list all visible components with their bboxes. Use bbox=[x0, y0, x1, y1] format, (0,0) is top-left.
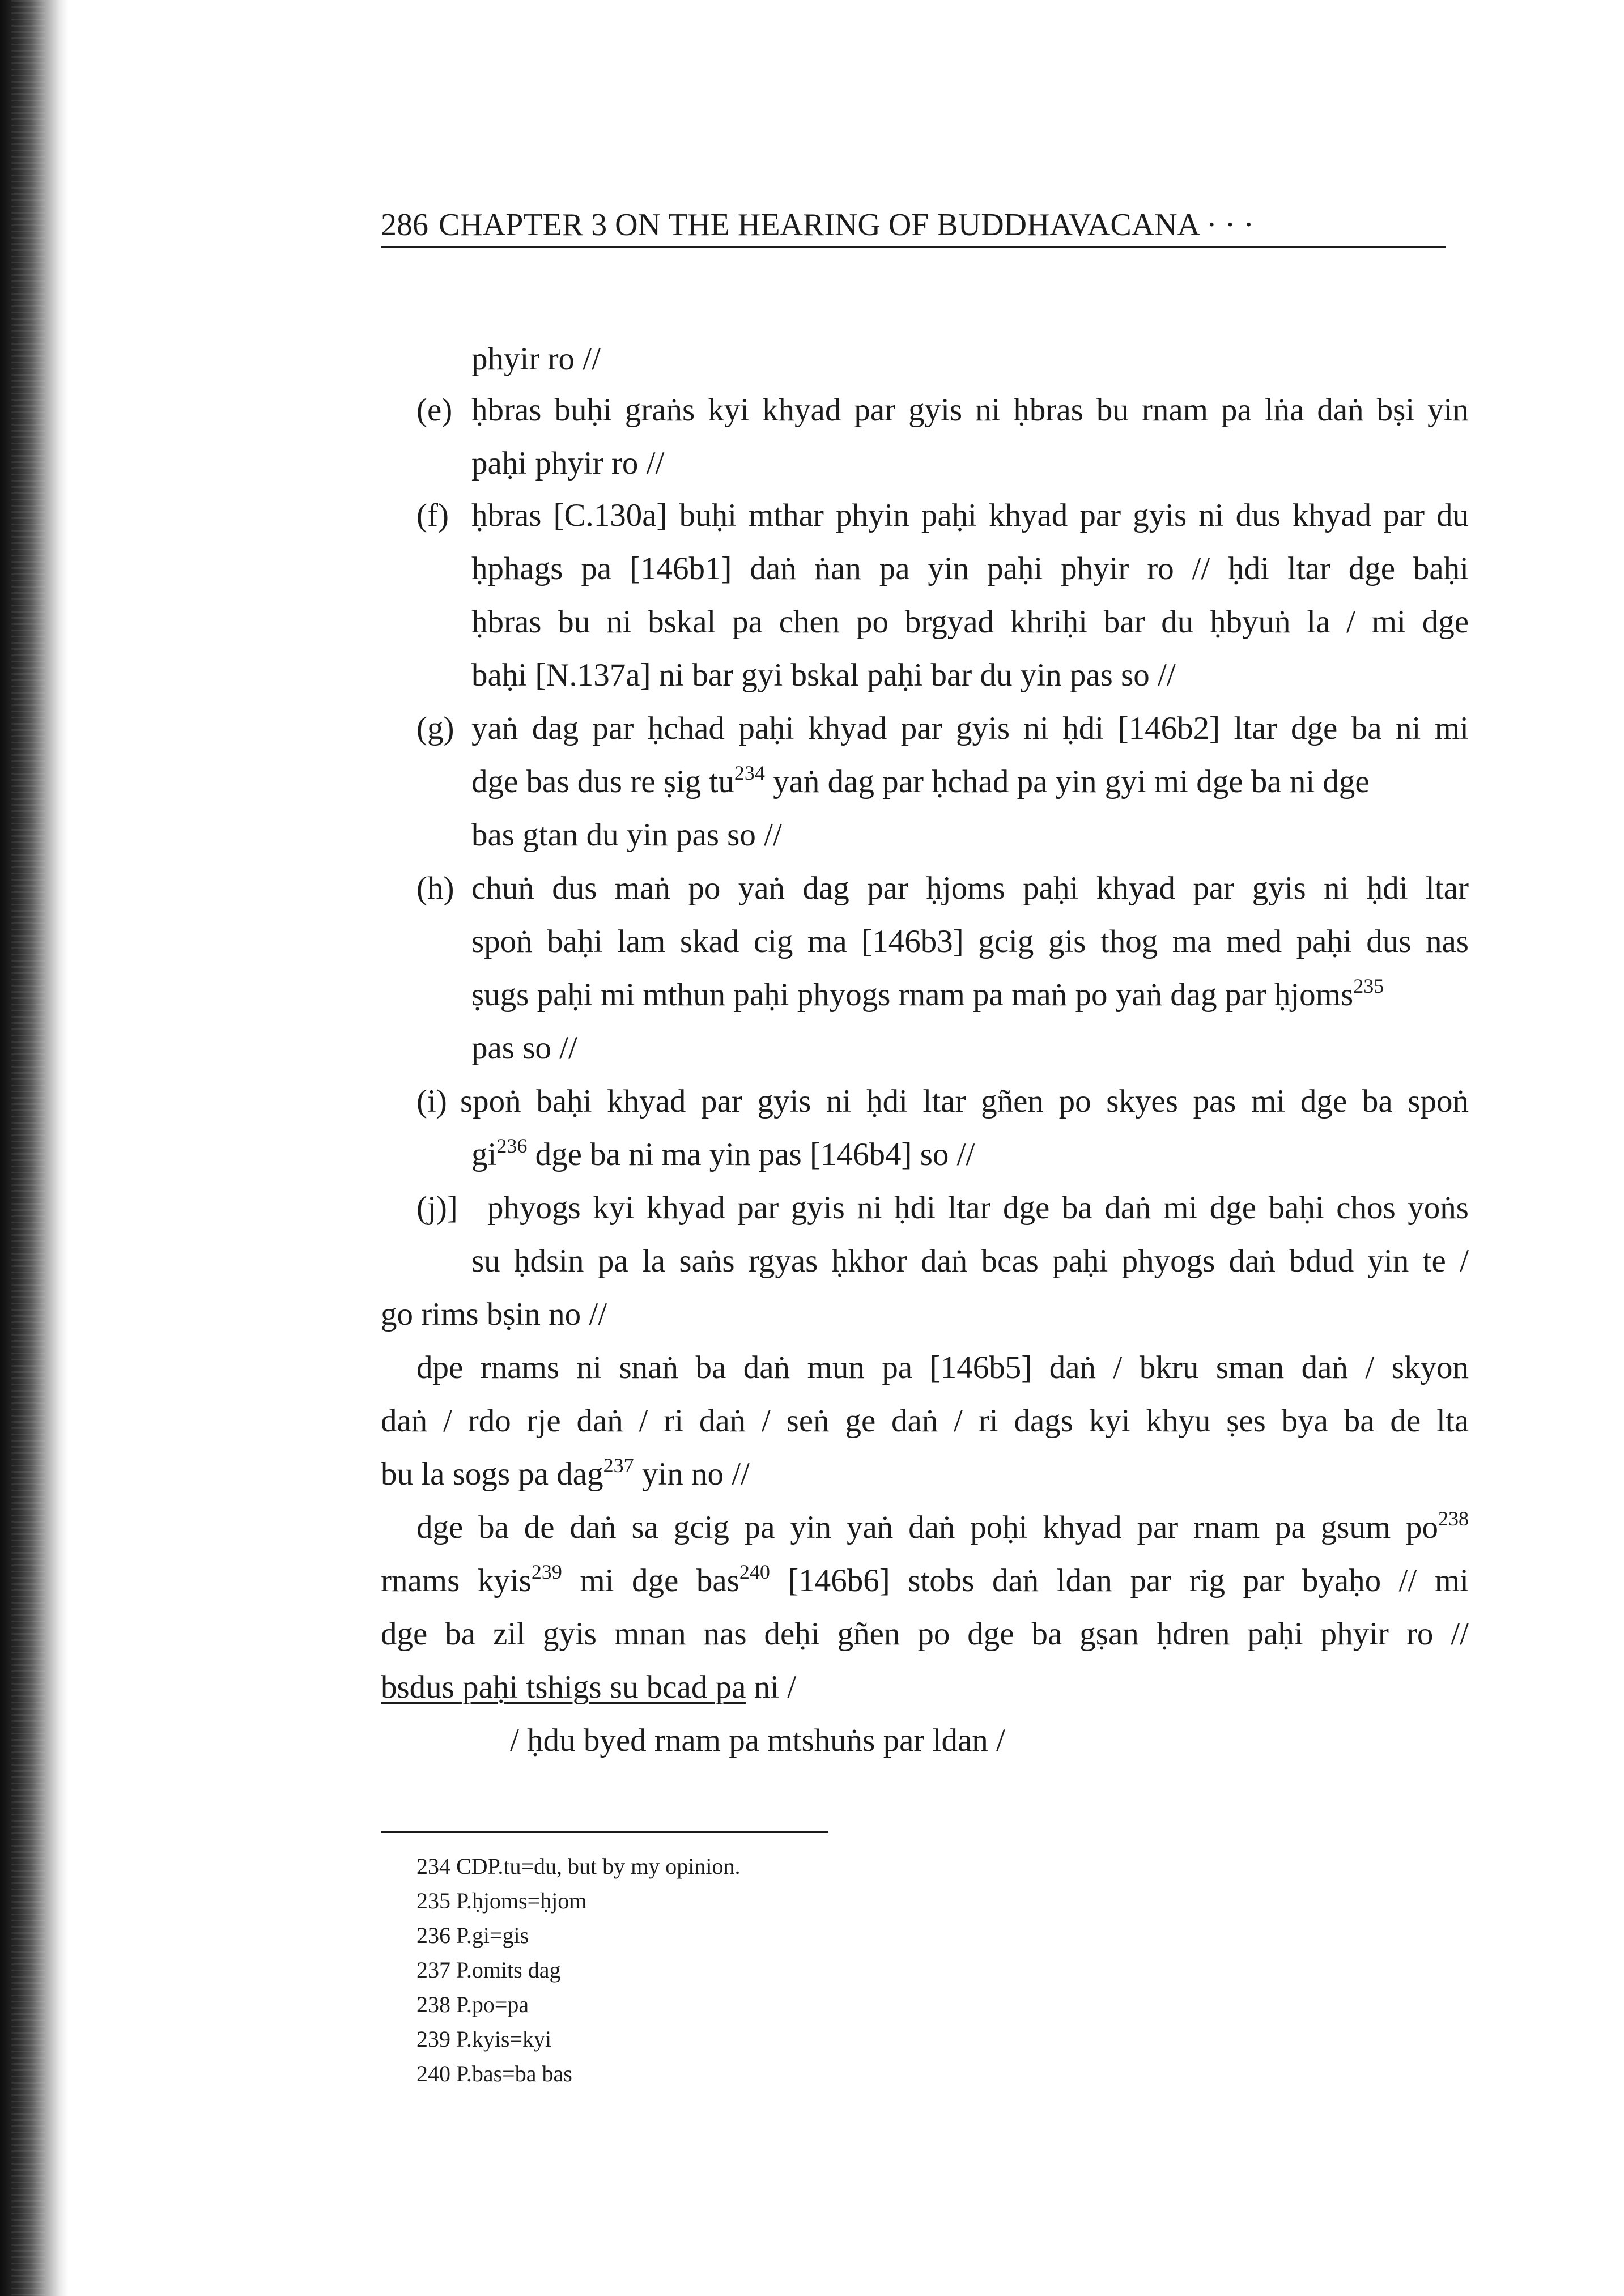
paragraph-line: dge ba zil gyis mnan nas deḥi gñen po dge ba gṣan ḥdren paḥi phyir ro // bbox=[381, 1616, 1469, 1652]
text-line: ḥbras buḥi graṅs kyi khyad par gyis ni ḥbras bu rnam pa lṅa daṅ bṣi yin bbox=[471, 392, 1469, 428]
text-segment: bu la sogs pa dag bbox=[381, 1456, 603, 1492]
text-segment: ni / bbox=[746, 1669, 797, 1705]
text-line: ḥbras [C.130a] buḥi mthar phyin paḥi khyad par gyis ni dus khyad par du bbox=[471, 498, 1469, 533]
text-segment: rnams kyis bbox=[381, 1563, 532, 1598]
page-number: 286 bbox=[381, 207, 428, 243]
chapter-title: CHAPTER 3 ON THE HEARING OF BUDDHAVACANA · · · bbox=[439, 207, 1254, 243]
verse-line: / ḥdu byed rnam pa mtshuṅs par ldan / bbox=[510, 1723, 1005, 1758]
item-label-g: (g) bbox=[416, 711, 454, 746]
text-segment: dge ba ni ma yin pas [146b4] so // bbox=[527, 1137, 975, 1172]
scanned-binding-edge bbox=[0, 0, 68, 2296]
item-label-j: (j)] bbox=[416, 1190, 458, 1226]
footnote-ref-240: 240 bbox=[739, 1561, 770, 1583]
footnote-235: 235 P.ḥjoms=ḥjom bbox=[416, 1888, 587, 1914]
paragraph-line: daṅ / rdo rje daṅ / ri daṅ / seṅ ge daṅ / ri dags kyi khyu ṣes bya ba de lta bbox=[381, 1403, 1469, 1439]
text-line: yaṅ dag par ḥchad paḥi khyad par gyis ni ḥdi [146b2] ltar dge ba ni mi bbox=[471, 711, 1469, 746]
underlined-heading: bsdus paḥi tshigs su bcad pa bbox=[381, 1669, 746, 1705]
paragraph-line bbox=[381, 1454, 1469, 1495]
text-segment: yin no // bbox=[634, 1456, 750, 1492]
paragraph-line bbox=[381, 1561, 1469, 1601]
text-segment: yaṅ dag par ḥchad pa yin gyi mi dge ba ni dge bbox=[764, 764, 1370, 800]
footnote-240: 240 P.bas=ba bas bbox=[416, 2061, 572, 2086]
text-line bbox=[471, 762, 1469, 802]
text-segment: dge ba de daṅ sa gcig pa yin yaṅ daṅ poḥi khyad par rnam pa gsum po bbox=[416, 1510, 1438, 1545]
text-segment: mi dge bas bbox=[562, 1563, 739, 1598]
text-line: ḥbras bu ni bskal pa chen po brgyad khriḥi bar du ḥbyuṅ la / mi dge bbox=[471, 604, 1469, 640]
footnote-ref-236: 236 bbox=[496, 1134, 528, 1157]
text-segment: gi bbox=[471, 1137, 497, 1172]
text-line: chuṅ dus maṅ po yaṅ dag par ḥjoms paḥi khyad par gyis ni ḥdi ltar bbox=[471, 870, 1469, 906]
footnote-237: 237 P.omits dag bbox=[416, 1957, 561, 1983]
footnote-236: 236 P.gi=gis bbox=[416, 1923, 529, 1948]
text-line: baḥi [N.137a] ni bar gyi bskal paḥi bar du yin pas so // bbox=[471, 657, 1176, 693]
text-line: su ḥdsin pa la saṅs rgyas ḥkhor daṅ bcas paḥi phyogs daṅ bdud yin te / bbox=[471, 1243, 1469, 1279]
text-line: bas gtan du yin pas so // bbox=[471, 817, 782, 853]
item-label-h: (h) bbox=[416, 870, 454, 906]
item-label-f: (f) bbox=[416, 498, 449, 533]
text-line bbox=[471, 975, 1469, 1015]
paragraph-line bbox=[416, 1507, 1469, 1548]
footnote-ref-235: 235 bbox=[1353, 975, 1384, 997]
text-line: spoṅ baḥi lam skad cig ma [146b3] gcig gis thog ma med paḥi dus nas bbox=[471, 924, 1469, 959]
text-line: phyir ro // bbox=[471, 341, 601, 377]
text-segment: [146b6] stobs daṅ ldan par rig par byaḥo // mi bbox=[770, 1563, 1469, 1598]
item-label-e: (e) bbox=[416, 392, 453, 428]
text-segment: dge bas dus re ṣig tu bbox=[471, 764, 734, 800]
text-segment: ṣugs paḥi mi mthun paḥi phyogs rnam pa maṅ po yaṅ dag par ḥjoms bbox=[471, 977, 1354, 1013]
footnote-238: 238 P.po=pa bbox=[416, 1992, 529, 2017]
paragraph-line: dpe rnams ni snaṅ ba daṅ mun pa [146b5] daṅ / bkru sman daṅ / skyon bbox=[416, 1350, 1469, 1385]
text-line: phyogs kyi khyad par gyis ni ḥdi ltar dge ba daṅ mi dge baḥi chos yoṅs bbox=[487, 1190, 1469, 1226]
text-line: paḥi phyir ro // bbox=[471, 445, 665, 481]
text-line: pas so // bbox=[471, 1030, 577, 1066]
text-line bbox=[471, 1134, 1469, 1175]
text-line: ḥphags pa [146b1] daṅ ṅan pa yin paḥi phyir ro // ḥdi ltar dge baḥi bbox=[471, 551, 1469, 586]
footnote-239: 239 P.kyis=kyi bbox=[416, 2026, 552, 2052]
text-line: spoṅ baḥi khyad par gyis ni ḥdi ltar gñen po skyes pas mi dge ba spoṅ bbox=[460, 1083, 1469, 1119]
paragraph-line bbox=[381, 1667, 1469, 1708]
footnote-divider bbox=[381, 1831, 828, 1833]
footnote-ref-239: 239 bbox=[531, 1561, 562, 1583]
item-label-i: (i) bbox=[416, 1083, 447, 1119]
text-line: go rims bṣin no // bbox=[381, 1296, 607, 1332]
footnote-ref-234: 234 bbox=[734, 762, 765, 784]
footnote-234: 234 CDP.tu=du, but by my opinion. bbox=[416, 1853, 741, 1879]
footnote-ref-238: 238 bbox=[1438, 1507, 1469, 1530]
running-header bbox=[381, 205, 1446, 248]
footnote-ref-237: 237 bbox=[603, 1454, 634, 1477]
